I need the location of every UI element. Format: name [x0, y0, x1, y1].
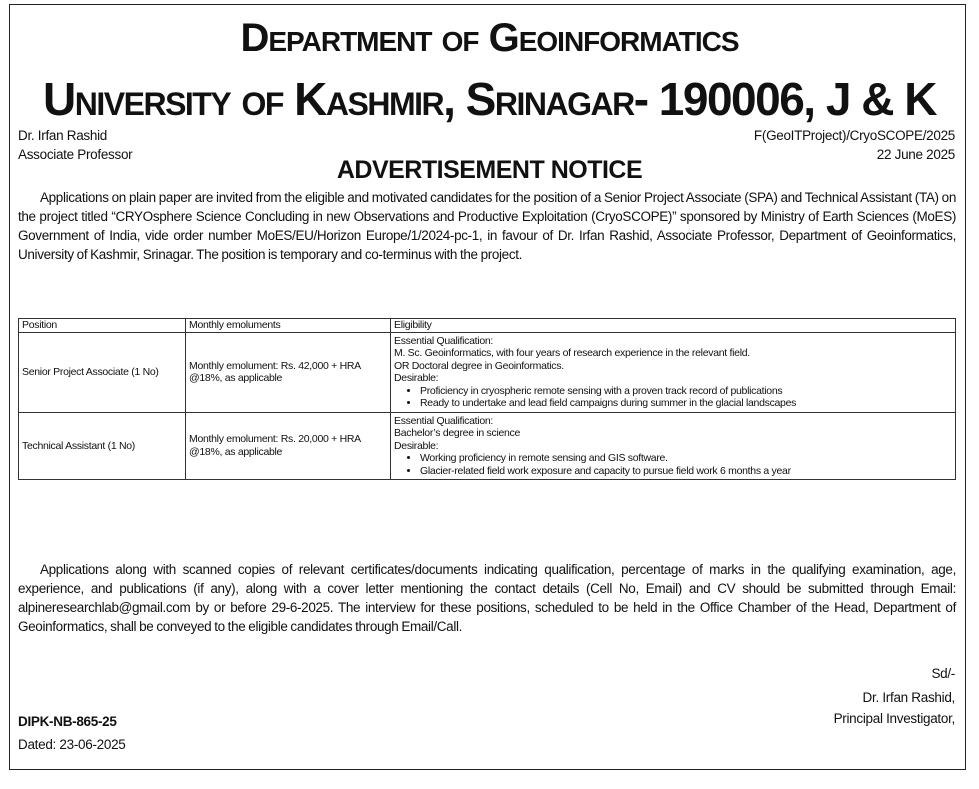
sender-name: Dr. Irfan Rashid	[18, 128, 107, 143]
header-position: Position	[19, 319, 186, 333]
desirable-item: • Glacier-related field work exposure and capacity to pursue field work 6 months a year	[420, 465, 952, 478]
header-emoluments: Monthly emoluments	[186, 319, 391, 333]
closing-text: Applications along with scanned copies of relevant certificates/documents indicating qualification, percentage of marks in the qualifying examination, age, experience, and publications (if any), along with a cover letter mentioning the contact details (Cell No, Email) and CV should be submitted through Email: alpineresearchlab@gmail.com by or before 29-6-2025. The interview for these positions, scheduled to be held in the Office Chamber of the Head, Department of Geoinformatics, shall be conveyed to the eligible candidates through Email/Call.	[18, 562, 956, 634]
desirable-item: • Proficiency in cryospheric remote sensing with a proven track record of publications	[420, 385, 952, 398]
emolument-cell: Monthly emolument: Rs. 42,000 + HRA @18%, as applicable	[186, 332, 391, 412]
essential-item: Bachelor’s degree in science	[394, 427, 521, 439]
university-heading: University of Kashmir, Srinagar- 190006, J & K	[43, 73, 936, 125]
desirable-list	[394, 452, 952, 477]
desirable-label: Desirable:	[394, 439, 439, 452]
department-heading: Department of Geoinformatics	[240, 16, 739, 60]
signature-sd: Sd/-	[931, 666, 955, 681]
desirable-label: Desirable:	[394, 372, 439, 384]
position-cell: Technical Assistant (1 No)	[19, 412, 186, 480]
intro-paragraph	[18, 188, 956, 264]
table-header-row	[19, 319, 956, 333]
intro-text: Applications on plain paper are invited from the eligible and motivated candidates for the position of a Senior Project Associate (SPA) and Technical Assistant (TA) on the project titled “CRYOsphere Science Concluding in new Observations and Productive Exploitation (CryoSCOPE)” sponsored by Ministry of Earth Sciences (MoES) Government of India, vide order number MoES/EU/Horizon Europe/1/2024-pc-1, in favour of Dr. Irfan Rashid, Associate Professor, Department of Geoinformatics, University of Kashmir, Srinagar. The position is temporary and co-terminus with the project.	[18, 190, 956, 262]
desirable-list	[394, 385, 952, 410]
essential-item: M. Sc. Geoinformatics, with four years of research experience in the relevant field.	[394, 347, 750, 359]
signature-role: Principal Investigator,	[833, 711, 955, 726]
position-cell: Senior Project Associate (1 No)	[19, 332, 186, 412]
essential-label: Essential Qualification:	[394, 334, 494, 347]
sender-designation: Associate Professor	[18, 147, 133, 162]
header-eligibility: Eligibility	[391, 319, 956, 333]
closing-paragraph	[18, 560, 956, 636]
table-row	[19, 412, 956, 480]
essential-label: Essential Qualification:	[394, 414, 494, 427]
eligibility-cell	[391, 412, 956, 480]
table-row	[19, 332, 956, 412]
positions-table	[18, 318, 956, 480]
desirable-item: • Ready to undertake and lead field campaigns during summer in the glacial landscapes	[420, 397, 952, 410]
eligibility-cell	[391, 332, 956, 412]
signature-name: Dr. Irfan Rashid,	[862, 690, 955, 705]
reference-number: F(GeoITProject)/CryoSCOPE/2025	[753, 128, 955, 143]
emolument-cell: Monthly emolument: Rs. 20,000 + HRA @18%, as applicable	[186, 412, 391, 480]
notice-title: ADVERTISEMENT NOTICE	[336, 156, 643, 184]
reference-date: 22 June 2025	[876, 147, 955, 162]
essential-item: OR Doctoral degree in Geoinformatics.	[394, 359, 564, 372]
footer-code: DIPK-NB-865-25	[18, 714, 117, 729]
desirable-item: • Working proficiency in remote sensing and GIS software.	[420, 452, 952, 465]
footer-dated: Dated: 23-06-2025	[18, 737, 126, 752]
